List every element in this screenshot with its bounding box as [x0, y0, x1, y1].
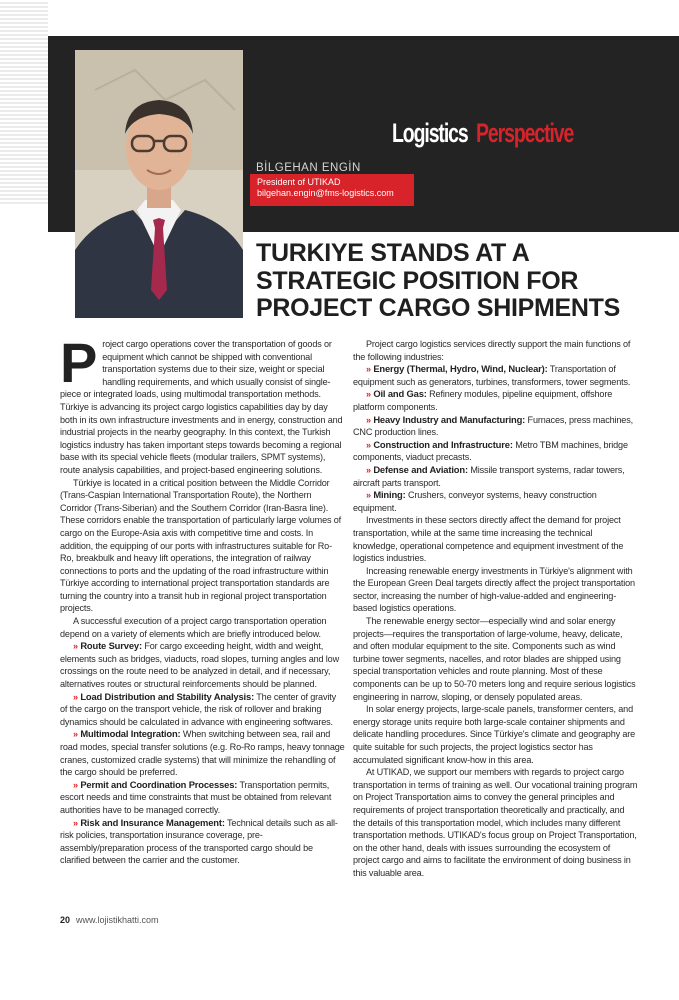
factor-item: [60, 728, 345, 778]
industry-heading: Heavy Industry and Manufacturing:: [373, 413, 526, 425]
intro-text: roject cargo operations cover the transportation of goods or equipment which cannot be shipped with conventional transportation systems due to their size, weight or special handling requirements, and which usually consist of single-piece or integrated loads, using multimodal transportation methods. Türkiye is advancing its project cargo logistics capabilities day by day both in its own infrastructure investments and in energy, construction and industrial projects in the nearby geography. In this context, the Turkish logistics industry has taken important steps towards becoming a regional base with its special vehicle fleets (modular trailers, SPMT systems), route analysis capabilities, and project-based engineering solutions.: [60, 339, 343, 475]
factor-text: The center of gravity of the cargo on the transport vehicle, the risk of rollover and braking dynamics should be calculated in advance with engineering softwares.: [60, 691, 337, 727]
body-paragraph: At UTIKAD, we support our members with regards to project cargo transportation in terms of training as well. Our vocational training program on Project Transportation aims to convey the general principles and requirements of project transportation theoretically and practically, and the details of this transportation model, which includes many different transportation methods. UTIKAD's focus group on Project Transportation, on the other hand, deals with issues surrounding the ecosystem of project cargo and aims to facilitate the environment of doing business in this valuable area.: [353, 767, 638, 878]
industry-text: Missile transport systems, radar towers, aircraft parts transport.: [353, 464, 625, 488]
industry-item: [353, 414, 638, 439]
factor-text: When switching between sea, rail and road modes, special transfer solutions (e.g. Ro-Ro ramps, heavy tonnage cranes, customized cradle systems) that will minimize the rehandling of the cargo should be preferred.: [60, 729, 345, 778]
body-paragraph: The renewable energy sector—especially wind and solar energy projects—requires the transportation of large-volume, heavy, delicate, and often modular equipment to the site. Components such as wind turbine tower segments, nacelles, and rotor blades are shipped using special transportation vehicles and route planning. Most of these components can be up to 50-70 meters long and require serious logistics engineering in narrow, sloping, or densely populated areas.: [353, 616, 636, 702]
article-title: TURKIYE STANDS AT A STRATEGIC POSITION FOR PROJECT CARGO SHIPMENTS: [256, 239, 620, 322]
industry-item: [353, 363, 638, 388]
chevron-double-right-icon: »: [366, 364, 371, 375]
footer-url: www.lojistikhatti.com: [76, 915, 159, 925]
chevron-double-right-icon: »: [73, 691, 78, 702]
industry-heading: Energy (Thermal, Hydro, Wind, Nuclear):: [373, 363, 548, 375]
factor-item: [60, 779, 345, 817]
decorative-stripes: [0, 0, 48, 205]
author-role: President of UTIKAD: [257, 177, 341, 187]
factor-heading: Route Survey:: [80, 640, 142, 652]
industry-text: Furnaces, press machines, CNC production lines.: [353, 414, 633, 438]
article-column-left: [60, 331, 345, 867]
factor-text: For cargo exceeding height, width and weight, elements such as bridges, viaducts, road slopes, turning angles and low crossings on the route need to be analyzed in detail, and if necessary, alternatives routes or structural reinforcements should be planned.: [60, 641, 340, 690]
page-number: 20: [60, 915, 71, 925]
industry-text: Refinery modules, pipeline equipment, offshore platform components.: [353, 389, 613, 412]
chevron-double-right-icon: »: [73, 641, 78, 652]
brand-logistics: Logistics: [392, 118, 468, 148]
chevron-double-right-icon: »: [73, 817, 78, 828]
body-paragraph: Increasing renewable energy investments in Türkiye's alignment with the European Green Deal targets directly affect the project transportation sector, increasing the number of high-value-added and engineering-based logistics operations.: [353, 565, 635, 614]
factor-text: Technical details such as all-risk policies, transportation insurance coverage, pre-assembly/preparation process of the transported cargo should be clarified between the carrier and the customer.: [60, 817, 338, 866]
industry-item: [353, 388, 638, 413]
drop-cap: P: [60, 331, 98, 394]
industry-text: Metro TBM machines, bridge components, viaduct precasts.: [353, 439, 628, 463]
factor-heading: Permit and Coordination Processes:: [80, 778, 238, 790]
chevron-double-right-icon: »: [366, 490, 371, 501]
factor-heading: Load Distribution and Stability Analysis:: [80, 690, 255, 702]
factor-heading: Risk and Insurance Management:: [80, 816, 225, 828]
industry-heading: Defense and Aviation:: [373, 463, 468, 475]
factor-item: [60, 640, 345, 690]
industry-text: Crushers, conveyor systems, heavy construction equipment.: [353, 490, 597, 513]
factor-text: Transportation permits, escort needs and time constraints that must be obtained from relevant authorities have to be managed correctly.: [60, 779, 332, 815]
industry-heading: Mining:: [373, 489, 406, 501]
section-brand: [392, 118, 574, 149]
industries-intro: Project cargo logistics services directly support the main functions of the following industries:: [353, 339, 631, 362]
factor-item: [60, 817, 345, 867]
chevron-double-right-icon: »: [366, 439, 371, 450]
chevron-double-right-icon: »: [366, 414, 371, 425]
industry-heading: Oil and Gas:: [373, 388, 427, 400]
corridor-paragraph: Türkiye is located in a critical position between the Middle Corridor (Trans-Caspian International Transportation Route), the Northern Corridor (Trans-Siberian) and the Southern Corridor (Iran-Basra line). These corridors enable the transportation of particularly large volumes of cargo on the Europe-Asia axis with competitive time and costs. In addition, the equipping of our ports with infrastructures suitable for Ro-Ro, breakbulk and heavy lift operations, the integration of railway connections to ports and the updating of the road infrastructure within Türkiye according to international project transportation standards are turning the country into a transit hub in regional project transportation projects.: [60, 477, 342, 614]
industry-item: [353, 439, 638, 464]
factor-item: [60, 691, 345, 729]
brand-perspective: Perspective: [476, 118, 574, 148]
industry-heading: Construction and Infrastructure:: [373, 438, 513, 450]
author-email: bilgehan.engin@fms-logistics.com: [257, 188, 394, 198]
body-paragraph: In solar energy projects, large-scale panels, transformer centers, and energy storage units require both large-scale container shipments and delicate handling procedures. Since Türkiye's climate and geography are quite suitable for such projects, the project logistics sector has accumulated significant know-how in this area.: [353, 704, 636, 765]
industry-text: Transportation of equipment such as generators, turbines, transformers, tower segments.: [353, 364, 631, 387]
chevron-double-right-icon: »: [366, 464, 371, 475]
industry-item: [353, 464, 638, 489]
industry-item: [353, 489, 638, 514]
body-paragraph: Investments in these sectors directly affect the demand for project transportation, while at the same time increasing the technical knowledge, operational competence and equipment investment of the logistics industries.: [353, 515, 624, 564]
chevron-double-right-icon: »: [366, 389, 371, 400]
elements-intro-paragraph: A successful execution of a project cargo transportation operation depend on a variety of elements which are briefly introduced below.: [60, 616, 327, 639]
author-photo: [75, 50, 243, 318]
chevron-double-right-icon: »: [73, 779, 78, 790]
author-name: BİLGEHAN ENGİN: [256, 162, 361, 174]
article-column-right: [353, 338, 638, 880]
factor-heading: Multimodal Integration:: [80, 728, 181, 740]
chevron-double-right-icon: »: [73, 729, 78, 740]
intro-paragraph: [60, 331, 345, 477]
